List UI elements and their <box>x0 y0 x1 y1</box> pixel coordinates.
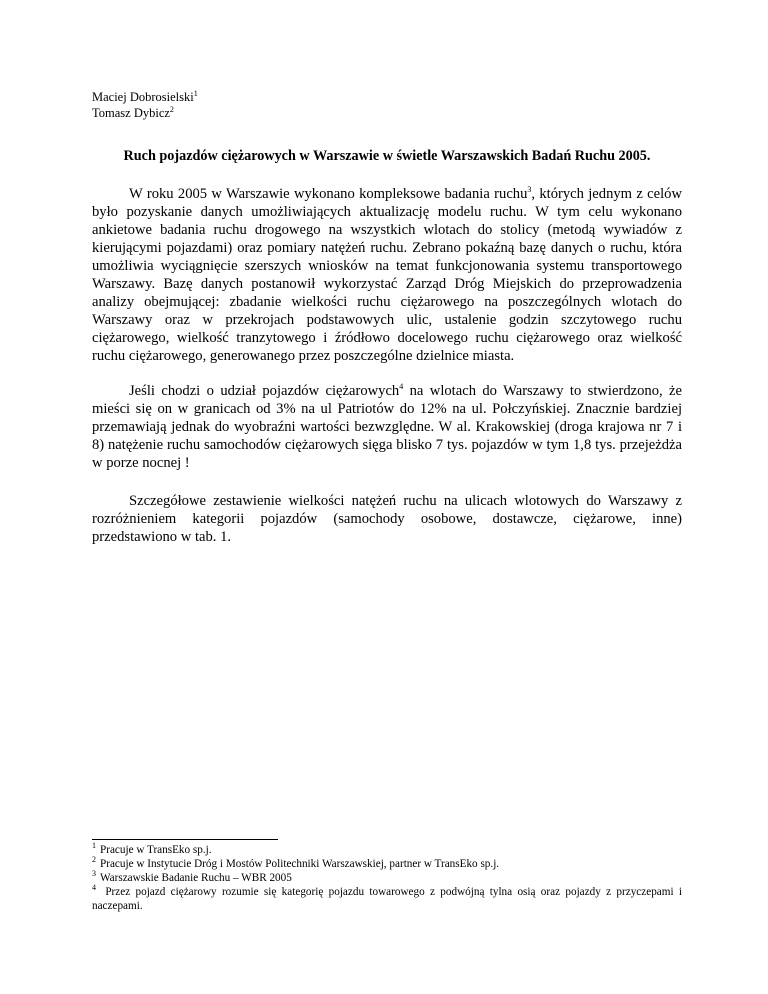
footnote-text: Warszawskie Badanie Ruchu – WBR 2005 <box>100 872 292 884</box>
footnote-1 <box>92 843 682 857</box>
footnote-marker: 2 <box>169 104 174 114</box>
author-name: Tomasz Dybicz <box>92 106 170 120</box>
paragraph-text: Jeśli chodzi o udział pojazdów ciężarowych <box>129 383 400 399</box>
footnote-marker: 3 <box>527 185 532 195</box>
paragraph-1 <box>92 185 682 365</box>
author-name: Maciej Dobrosielski <box>92 90 194 104</box>
paragraph-2 <box>92 382 682 472</box>
footnote-2 <box>92 857 682 871</box>
footnote-number: 4 <box>92 883 96 893</box>
footnote-separator <box>92 839 278 840</box>
author-block <box>92 89 198 121</box>
footnote-marker: 1 <box>193 88 198 98</box>
footnote-text: Przez pojazd ciężarowy rozumie się kategorię pojazdu towarowego z podwójną tylna osią oraz pojazdy z przyczepami i naczepami. <box>92 886 682 912</box>
document-title: Ruch pojazdów ciężarowych w Warszawie w świetle Warszawskich Badań Ruchu 2005. <box>123 148 651 164</box>
author-line <box>92 89 198 105</box>
paragraph-text: , których jednym z celów było pozyskanie danych umożliwiających aktualizację modelu ruchu. W tym celu wykonano ankietowe badania ruchu drogowego na wszystkich wlotach do stolicy (metodą wywiadów z kierującymi pojazdami) oraz pomiary natężeń ruchu. Zebrano pokaźną bazę danych o ruchu, która umożliwia wyciągnięcie szerszych wniosków na temat funkcjonowania systemu transportowego Warszawy. Bazę danych postanowił wykorzystać Zarząd Dróg Miejskich do przeprowadzenia analizy obejmującej: zbadanie wielkości ruchu ciężarowego na poszczególnych wlotach do Warszawy oraz w przekrojach podstawowych ulic, ustalenie godzin szczytowego ruchu ciężarowego, wielkość tranzytowego i źródłowo docelowego ruchu ciężarowego oraz wielkość ruchu ciężarowego, generowanego przez poszczególne dzielnice miasta. <box>92 186 682 364</box>
author-line <box>92 105 198 121</box>
footnote-3 <box>92 871 682 885</box>
footnote-marker: 4 <box>399 382 404 392</box>
paragraph-text: W roku 2005 w Warszawie wykonano kompleksowe badania ruchu <box>129 186 528 202</box>
paragraph-text: na wlotach do Warszawy to stwierdzono, że mieści się on w granicach od 3% na ul Patriotów do 12% na ul. Połczyńskiej. Znacznie bardziej przemawiają jednak do wyobraźni wartości bezwzględne. W al. Krakowskiej (droga krajowa nr 7 i 8) natężenie ruchu samochodów ciężarowych sięga blisko 7 tys. pojazdów w tym 1,8 tys. przejeżdża w porze nocnej ! <box>92 383 682 471</box>
paragraph-3: Szczegółowe zestawienie wielkości natężeń ruchu na ulicach wlotowych do Warszawy z rozróżnieniem kategorii pojazdów (samochody osobowe, dostawcze, ciężarowe, inne) przedstawiono w tab. 1. <box>92 493 682 545</box>
footnotes <box>92 843 682 913</box>
footnote-number: 2 <box>92 855 96 865</box>
footnote-number: 3 <box>92 869 96 879</box>
footnote-number: 1 <box>92 841 96 851</box>
document-body <box>92 185 682 563</box>
footnote-text: Pracuje w Instytucie Dróg i Mostów Politechniki Warszawskiej, partner w TransEko sp.j. <box>100 858 500 870</box>
footnote-text: Pracuje w TransEko sp.j. <box>100 844 212 856</box>
footnote-4 <box>92 885 682 913</box>
